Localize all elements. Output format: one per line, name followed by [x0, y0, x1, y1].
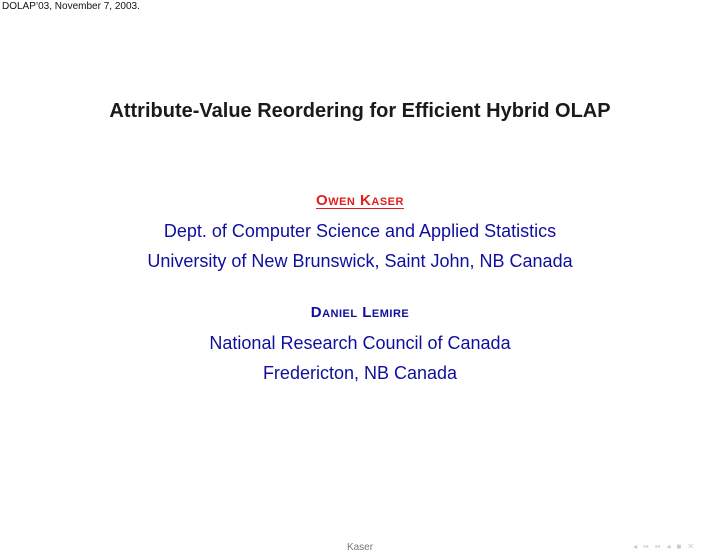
presenter-affiliation-line: University of New Brunswick, Saint John, NB Canada	[147, 251, 573, 271]
presenter-name: Owen Kaser	[316, 192, 404, 209]
nav-prev-slide-icon[interactable]: ◂	[633, 542, 638, 551]
nav-prev-section-icon[interactable]: ▪▪	[643, 542, 649, 551]
nav-prev-frame-icon[interactable]: ◂	[666, 542, 671, 551]
coauthor-affiliation-line: Fredericton, NB Canada	[262, 363, 458, 383]
slide-title: Attribute-Value Reordering for Efficient Hybrid OLAP	[109, 100, 611, 122]
author-block-presenter	[0, 190, 720, 276]
nav-appendix-icon[interactable]: ■	[676, 542, 682, 551]
coauthor-affiliation-line: National Research Council of Canada	[209, 333, 511, 353]
footer-speaker: Kaser	[346, 542, 374, 553]
coauthor-name: Daniel Lemire	[310, 304, 410, 321]
beamer-nav-controls	[633, 542, 694, 552]
header-note: DOLAP’03, November 7, 2003.	[2, 1, 140, 12]
author-block-coauthor	[0, 302, 720, 388]
presenter-affiliation-line: Dept. of Computer Science and Applied Statistics	[163, 221, 557, 241]
nav-next-section-icon[interactable]: ▪▪	[654, 542, 661, 551]
nav-search-icon[interactable]: ✕	[687, 542, 694, 551]
